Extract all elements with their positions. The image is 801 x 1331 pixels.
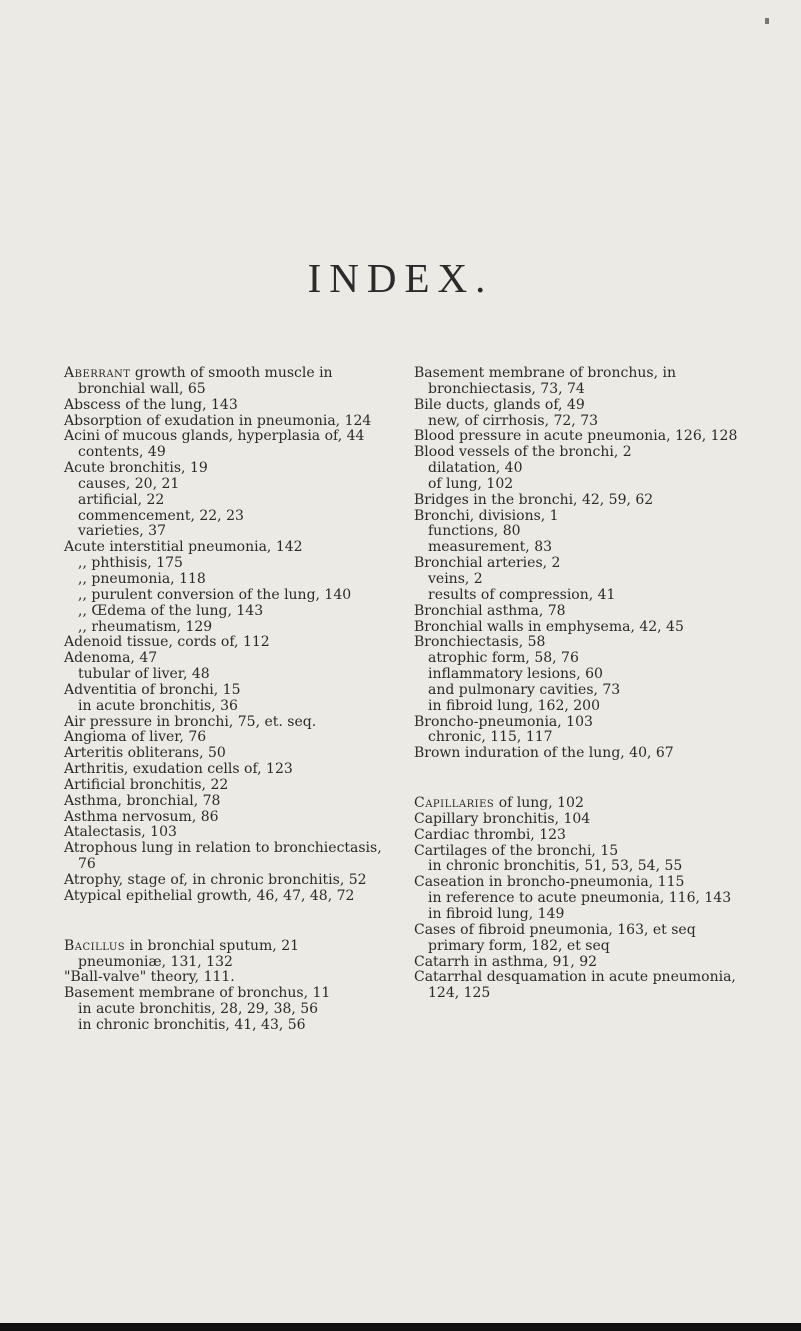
page-bottom-edge — [0, 1323, 801, 1331]
index-entry: Abscess of the lung, 143 — [64, 396, 238, 413]
index-entry: Bacillus in bronchial sputum, 21 — [64, 937, 300, 954]
index-entry: Blood pressure in acute pneumonia, 126, 128 — [414, 428, 738, 445]
index-entry: Angioma of liver, 76 — [64, 729, 207, 746]
index-entry: Acute interstitial pneumonia, 142 — [64, 539, 303, 556]
index-entry: in reference to acute pneumonia, 116, 143 — [428, 890, 732, 907]
index-entry: Asthma, bronchial, 78 — [64, 792, 221, 809]
index-entry: Cartilages of the bronchi, 15 — [414, 842, 619, 859]
index-entry: "Ball-valve" theory, 111. — [64, 969, 235, 986]
index-entry: Adenoid tissue, cords of, 112 — [64, 634, 270, 651]
section-gap — [64, 905, 386, 939]
index-entry: Bronchial asthma, 78 — [414, 602, 566, 619]
index-entry: in chronic bronchitis, 51, 53, 54, 55 — [428, 858, 683, 875]
index-entry: new, of cirrhosis, 72, 73 — [428, 412, 599, 429]
index-entry: results of compression, 41 — [428, 586, 616, 603]
index-entry: measurement, 83 — [428, 539, 553, 556]
index-entry: contents, 49 — [78, 444, 166, 461]
index-entry: Artificial bronchitis, 22 — [64, 776, 229, 793]
index-entry: Acini of mucous glands, hyperplasia of, 44 — [64, 428, 365, 445]
section-gap — [414, 762, 742, 796]
index-entry: Air pressure in bronchi, 75, et. seq. — [64, 713, 317, 730]
index-entry: varieties, 37 — [78, 523, 166, 540]
paper-speck — [765, 18, 769, 24]
index-entry: chronic, 115, 117 — [428, 729, 553, 746]
index-entry: Cases of fibroid pneumonia, 163, et seq — [414, 921, 696, 938]
index-entry: in fibroid lung, 162, 200 — [428, 697, 600, 714]
index-entry: Caseation in broncho-pneumonia, 115 — [414, 874, 685, 891]
index-entry: Brown induration of the lung, 40, 67 — [414, 745, 674, 762]
index-entry: veins, 2 — [428, 570, 483, 587]
index-entry: Capillaries of lung, 102 — [414, 795, 584, 812]
index-entry: Atrophy, stage of, in chronic bronchitis, 52 — [64, 872, 367, 888]
index-entry: Catarrh in asthma, 91, 92 — [414, 953, 598, 970]
index-entry: Blood vessels of the bronchi, 2 — [414, 444, 632, 461]
index-column-right — [414, 366, 742, 1002]
index-entry: Absorption of exudation in pneumonia, 124 — [64, 412, 372, 429]
index-entry: in acute bronchitis, 28, 29, 38, 56 — [78, 1001, 319, 1018]
index-entry: Acute bronchitis, 19 — [64, 460, 208, 477]
index-entry: ,, purulent conversion of the lung, 140 — [78, 586, 352, 603]
index-entry: Basement membrane of bronchus, 11 — [64, 985, 331, 1002]
index-entry: tubular of liver, 48 — [78, 666, 210, 683]
index-entry: in fibroid lung, 149 — [428, 906, 565, 922]
index-entry: Basement membrane of bronchus, in bronchiectasis, 73, 74 — [414, 365, 676, 397]
index-entry: and pulmonary cavities, 73 — [428, 681, 621, 698]
index-entry: Aberrant growth of smooth muscle in bronchial wall, 65 — [64, 365, 333, 397]
index-column-left — [64, 366, 386, 1034]
index-entry: ,, Œdema of the lung, 143 — [78, 602, 264, 619]
index-entry: Adenoma, 47 — [64, 650, 158, 667]
index-entry: functions, 80 — [428, 523, 521, 540]
index-entry: in chronic bronchitis, 41, 43, 56 — [78, 1016, 306, 1033]
index-entry: Arthritis, exudation cells of, 123 — [64, 761, 293, 778]
index-entry: Atrophous lung in relation to bronchiectasis, 76 — [64, 840, 382, 873]
index-entry: Adventitia of bronchi, 15 — [64, 681, 241, 698]
index-entry: ,, pneumonia, 118 — [78, 570, 206, 587]
index-entry: pneumoniæ, 131, 132 — [78, 953, 233, 970]
index-entry: Capillary bronchitis, 104 — [414, 810, 591, 827]
index-entry: artificial, 22 — [78, 491, 165, 508]
index-entry: Bronchial walls in emphysema, 42, 45 — [414, 618, 684, 635]
index-entry: inflammatory lesions, 60 — [428, 666, 603, 683]
index-entry: Bridges in the bronchi, 42, 59, 62 — [414, 491, 654, 508]
index-entry: Bronchiectasis, 58 — [414, 634, 546, 651]
index-entry: Bronchial arteries, 2 — [414, 555, 561, 572]
index-entry: ,, phthisis, 175 — [78, 555, 183, 572]
index-entry: Arteritis obliterans, 50 — [64, 745, 226, 762]
index-entry: Atypical epithelial growth, 46, 47, 48, 72 — [64, 887, 355, 904]
index-entry: Asthma nervosum, 86 — [64, 808, 219, 825]
index-entry: of lung, 102 — [428, 475, 514, 492]
index-entry: Catarrhal desquamation in acute pneumonia, 124, 125 — [414, 969, 736, 1002]
index-entry: Cardiac thrombi, 123 — [414, 826, 566, 843]
index-entry: commencement, 22, 23 — [78, 507, 244, 524]
page-title: INDEX. — [307, 255, 494, 301]
index-entry: Atalectasis, 103 — [64, 824, 177, 841]
index-entry: Bile ducts, glands of, 49 — [414, 396, 585, 413]
index-entry: primary form, 182, et seq — [428, 937, 610, 954]
index-entry: causes, 20, 21 — [78, 475, 180, 492]
index-entry: ,, rheumatism, 129 — [78, 618, 213, 635]
index-entry: Broncho-pneumonia, 103 — [414, 713, 593, 730]
index-entry: dilatation, 40 — [428, 460, 523, 477]
index-entry: in acute bronchitis, 36 — [78, 697, 238, 714]
index-entry: Bronchi, divisions, 1 — [414, 507, 559, 524]
index-entry: atrophic form, 58, 76 — [428, 650, 579, 667]
